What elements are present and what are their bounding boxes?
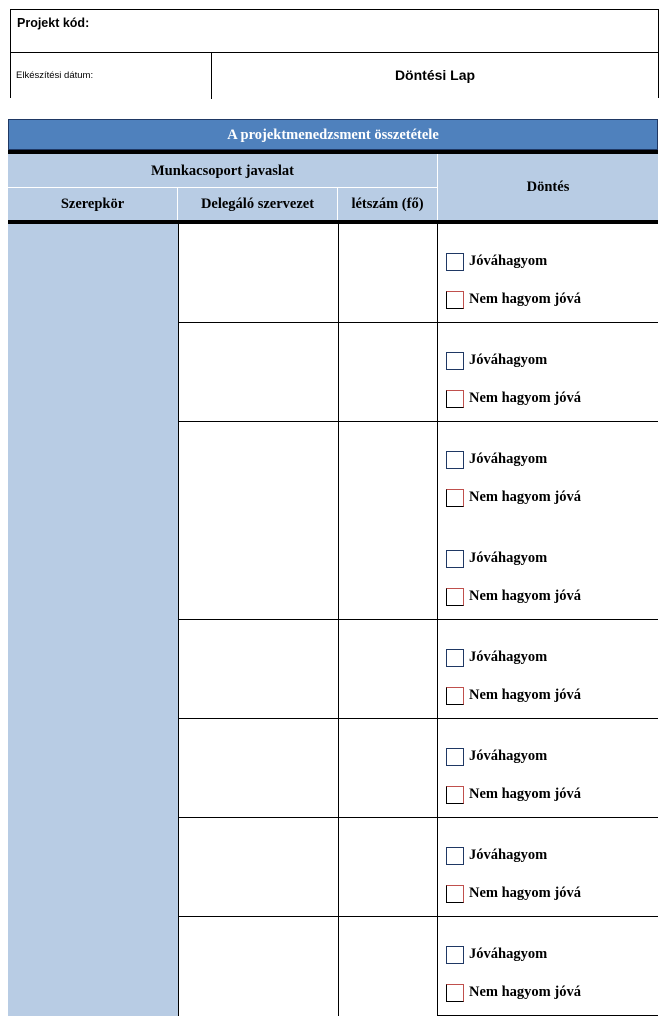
role-cell[interactable] xyxy=(8,422,178,620)
delegating-org-cell[interactable] xyxy=(178,917,338,1016)
delegating-org-cell[interactable] xyxy=(178,818,338,917)
reject-label: Nem hagyom jóvá xyxy=(469,786,581,802)
reject-checkbox[interactable] xyxy=(446,588,464,606)
reject-option[interactable] xyxy=(446,883,581,903)
approve-label: Jóváhagyom xyxy=(469,550,548,566)
reject-option[interactable] xyxy=(446,586,581,606)
reject-checkbox[interactable] xyxy=(446,786,464,804)
project-code-box xyxy=(10,9,659,52)
column-divider xyxy=(437,224,438,1016)
group-header: Munkacsoport javaslat xyxy=(8,154,437,188)
role-cell[interactable] xyxy=(8,719,178,818)
delegating-org-cell[interactable] xyxy=(178,719,338,818)
delegating-org-cell[interactable] xyxy=(178,323,338,422)
approve-label: Jóváhagyom xyxy=(469,748,548,764)
team-composition-table xyxy=(8,119,658,1019)
reject-option[interactable] xyxy=(446,289,581,309)
approve-option[interactable] xyxy=(446,350,547,370)
table-title: A projektmenedzsment összetétele xyxy=(8,119,658,150)
headcount-cell[interactable] xyxy=(338,323,437,422)
headcount-cell[interactable] xyxy=(338,917,437,1016)
headcount-cell[interactable] xyxy=(338,818,437,917)
approve-checkbox[interactable] xyxy=(446,946,464,964)
approve-checkbox[interactable] xyxy=(446,451,464,469)
approve-checkbox[interactable] xyxy=(446,748,464,766)
role-cell[interactable] xyxy=(8,620,178,719)
reject-option[interactable] xyxy=(446,784,581,804)
approve-option[interactable] xyxy=(446,746,547,766)
column-divider xyxy=(178,224,179,1016)
reject-option[interactable] xyxy=(446,487,581,507)
headcount-cell[interactable] xyxy=(338,620,437,719)
role-cell[interactable] xyxy=(8,224,178,323)
reject-label: Nem hagyom jóvá xyxy=(469,489,581,505)
column-header-role: Szerepkör xyxy=(8,188,178,220)
approve-checkbox[interactable] xyxy=(446,253,464,271)
approve-label: Jóváhagyom xyxy=(469,649,548,665)
approve-checkbox[interactable] xyxy=(446,847,464,865)
approve-option[interactable] xyxy=(446,548,547,568)
project-code-label: Projekt kód: xyxy=(17,16,90,30)
approve-option[interactable] xyxy=(446,845,547,865)
delegating-org-cell[interactable] xyxy=(178,620,338,719)
approve-checkbox[interactable] xyxy=(446,352,464,370)
role-cell[interactable] xyxy=(8,818,178,917)
reject-label: Nem hagyom jóvá xyxy=(469,390,581,406)
sheet-title: Döntési Lap xyxy=(394,67,476,83)
column-header-headcount: létszám (fő) xyxy=(338,188,437,220)
delegating-org-cell[interactable] xyxy=(178,422,338,620)
approve-option[interactable] xyxy=(446,647,547,667)
reject-label: Nem hagyom jóvá xyxy=(469,291,581,307)
approve-label: Jóváhagyom xyxy=(469,253,548,269)
reject-checkbox[interactable] xyxy=(446,885,464,903)
delegating-org-cell[interactable] xyxy=(178,224,338,323)
header-info-row xyxy=(10,52,659,98)
reject-checkbox[interactable] xyxy=(446,687,464,705)
headcount-cell[interactable] xyxy=(338,422,437,620)
headcount-cell[interactable] xyxy=(338,224,437,323)
reject-option[interactable] xyxy=(446,388,581,408)
reject-label: Nem hagyom jóvá xyxy=(469,885,581,901)
reject-checkbox[interactable] xyxy=(446,489,464,507)
reject-option[interactable] xyxy=(446,685,581,705)
headcount-cell[interactable] xyxy=(338,719,437,818)
column-header-delegating-org: Delegáló szervezet xyxy=(178,188,338,220)
approve-label: Jóváhagyom xyxy=(469,946,548,962)
column-header-decision: Döntés xyxy=(437,154,658,220)
column-divider xyxy=(338,224,339,1016)
creation-date-label: Elkészítési dátum: xyxy=(16,70,94,81)
reject-label: Nem hagyom jóvá xyxy=(469,687,581,703)
approve-label: Jóváhagyom xyxy=(469,451,548,467)
role-cell[interactable] xyxy=(8,323,178,422)
approve-option[interactable] xyxy=(446,449,547,469)
role-cell[interactable] xyxy=(8,917,178,1016)
approve-label: Jóváhagyom xyxy=(469,352,548,368)
table-bottom-border xyxy=(437,1015,658,1016)
reject-label: Nem hagyom jóvá xyxy=(469,588,581,604)
approve-option[interactable] xyxy=(446,944,547,964)
reject-option[interactable] xyxy=(446,982,581,1002)
reject-checkbox[interactable] xyxy=(446,291,464,309)
approve-checkbox[interactable] xyxy=(446,550,464,568)
reject-checkbox[interactable] xyxy=(446,984,464,1002)
approve-option[interactable] xyxy=(446,251,547,271)
reject-checkbox[interactable] xyxy=(446,390,464,408)
approve-checkbox[interactable] xyxy=(446,649,464,667)
approve-label: Jóváhagyom xyxy=(469,847,548,863)
reject-label: Nem hagyom jóvá xyxy=(469,984,581,1000)
